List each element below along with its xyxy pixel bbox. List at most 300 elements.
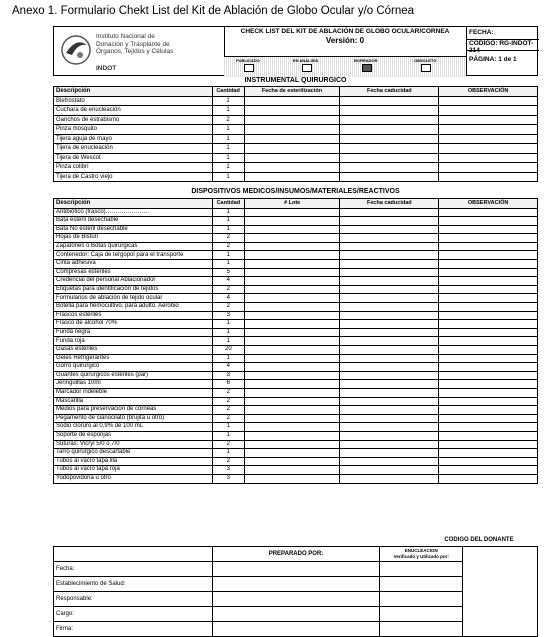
table-row <box>54 217 538 226</box>
table-row <box>54 363 538 372</box>
table-row <box>54 431 538 440</box>
entry-cell[interactable] <box>439 134 538 144</box>
item-description: Soporte de esponjas <box>54 431 213 440</box>
entry-cell[interactable] <box>244 371 340 380</box>
table-row <box>54 354 538 363</box>
column-header: Cantidad <box>212 87 244 97</box>
preparado-por-label: PREPARADO POR: <box>212 547 380 562</box>
entry-cell[interactable] <box>244 354 340 363</box>
entry-cell[interactable] <box>340 423 439 432</box>
entry-cell[interactable] <box>439 125 538 135</box>
item-description: Frasco de alcohol 70% <box>54 320 213 329</box>
item-quantity: 1 <box>212 163 244 173</box>
field-value[interactable] <box>380 562 463 577</box>
item-description: Pinza mosquito <box>54 125 213 135</box>
item-quantity: 1 <box>212 208 244 217</box>
table-row <box>54 134 538 144</box>
item-quantity: 2 <box>212 115 244 125</box>
item-quantity: 1 <box>212 134 244 144</box>
item-quantity: 6 <box>212 380 244 389</box>
item-quantity: 1 <box>212 172 244 182</box>
entry-cell[interactable] <box>340 106 439 116</box>
item-quantity: 2 <box>212 406 244 415</box>
table-row <box>54 406 538 415</box>
entry-cell[interactable] <box>439 163 538 173</box>
entry-cell[interactable] <box>244 440 340 449</box>
entry-cell[interactable] <box>244 363 340 372</box>
logo-emblem-icon <box>60 33 92 67</box>
item-quantity: 1 <box>212 337 244 346</box>
entry-cell[interactable] <box>244 260 340 269</box>
entry-cell[interactable] <box>340 337 439 346</box>
entry-cell[interactable] <box>439 431 538 440</box>
entry-cell[interactable] <box>340 260 439 269</box>
column-header: Descripción <box>54 87 213 97</box>
entry-cell[interactable] <box>439 354 538 363</box>
item-description: Credencial del personal Ablacionador <box>54 277 213 286</box>
entry-cell[interactable] <box>244 397 340 406</box>
status-checkbox-checked[interactable] <box>362 64 372 72</box>
table-row <box>54 388 538 397</box>
entry-cell[interactable] <box>439 397 538 406</box>
entry-cell[interactable] <box>340 346 439 355</box>
signature-table <box>53 546 538 637</box>
doc-meta <box>466 27 539 75</box>
item-description: Etiquetas para identificación de tejidos <box>54 285 213 294</box>
entry-cell[interactable] <box>340 457 439 466</box>
field-label: Firma: <box>54 622 213 637</box>
entry-cell[interactable] <box>340 328 439 337</box>
entry-cell[interactable] <box>244 337 340 346</box>
item-description: Tarro quirúrgico descartable <box>54 449 213 458</box>
instrumental-table <box>53 86 538 182</box>
table-row <box>54 294 538 303</box>
item-description: Bata No estéril desechable <box>54 225 213 234</box>
item-quantity: 1 <box>212 320 244 329</box>
item-quantity: 3 <box>212 474 244 483</box>
entry-cell[interactable] <box>244 153 340 163</box>
column-header: OBSERVACIÓN <box>439 87 538 97</box>
table-row <box>54 260 538 269</box>
entry-cell[interactable] <box>340 251 439 260</box>
field-value[interactable] <box>212 592 380 607</box>
entry-cell[interactable] <box>340 466 439 475</box>
table-row <box>54 268 538 277</box>
table-row <box>54 311 538 320</box>
item-quantity: 4 <box>212 277 244 286</box>
item-description: Antibiótico (frasco)………………… <box>54 208 213 217</box>
entry-cell[interactable] <box>244 225 340 234</box>
table-row <box>54 328 538 337</box>
entry-cell[interactable] <box>340 172 439 182</box>
entry-cell[interactable] <box>439 303 538 312</box>
entry-cell[interactable] <box>340 134 439 144</box>
entry-cell[interactable] <box>439 406 538 415</box>
entry-cell[interactable] <box>244 466 340 475</box>
table-row <box>54 242 538 251</box>
item-description: Tijera de Castro viejo <box>54 172 213 182</box>
entry-cell[interactable] <box>439 337 538 346</box>
item-quantity: 2 <box>212 285 244 294</box>
item-quantity: 3 <box>212 466 244 475</box>
entry-cell[interactable] <box>439 294 538 303</box>
item-quantity: 20 <box>212 346 244 355</box>
entry-cell[interactable] <box>340 225 439 234</box>
entry-cell[interactable] <box>439 414 538 423</box>
entry-cell[interactable] <box>340 440 439 449</box>
item-quantity: 1 <box>212 125 244 135</box>
entry-cell[interactable] <box>439 96 538 106</box>
item-quantity: 1 <box>212 260 244 269</box>
item-description: Sodio cloruro al 0,9% de 100 mL <box>54 423 213 432</box>
entry-cell[interactable] <box>244 217 340 226</box>
entry-cell[interactable] <box>340 144 439 154</box>
entry-cell[interactable] <box>439 242 538 251</box>
document-header <box>53 26 538 76</box>
entry-cell[interactable] <box>244 320 340 329</box>
field-value[interactable] <box>212 607 380 622</box>
item-quantity: 1 <box>212 423 244 432</box>
item-description: Pegamento de cianocilato (brujita u otro) <box>54 414 213 423</box>
item-description: Cuchara de enucleación <box>54 106 213 116</box>
table-row <box>54 466 538 475</box>
item-quantity: 1 <box>212 354 244 363</box>
item-quantity: 1 <box>212 144 244 154</box>
item-description: Tubos al vacío tapa roja <box>54 466 213 475</box>
entry-cell[interactable] <box>439 217 538 226</box>
entry-cell[interactable] <box>439 153 538 163</box>
entry-cell[interactable] <box>439 115 538 125</box>
item-description: Pinza colibrí <box>54 163 213 173</box>
table-row <box>54 449 538 458</box>
table-row <box>54 474 538 483</box>
entry-cell[interactable] <box>244 474 340 483</box>
entry-cell[interactable] <box>439 277 538 286</box>
status-label: BORRADOR <box>354 58 378 63</box>
item-description: Funda roja <box>54 337 213 346</box>
field-value[interactable] <box>380 592 463 607</box>
fecha-label: FECHA: <box>469 29 494 36</box>
column-header: Cantidad <box>212 199 244 209</box>
item-quantity: 1 <box>212 96 244 106</box>
entry-cell[interactable] <box>439 311 538 320</box>
item-quantity: 2 <box>212 440 244 449</box>
item-description: Botella para hemocultivo, para adulto. Aerobio <box>54 303 213 312</box>
table-row <box>54 144 538 154</box>
status-checkbox[interactable] <box>244 64 254 72</box>
status-label: EN ANÁLISIS <box>293 58 319 63</box>
entry-cell[interactable] <box>439 234 538 243</box>
form-title: Anexo 1. Formulario Chekt List del Kit de Ablación de Globo Ocular y/o Córnea <box>12 5 415 17</box>
item-description: Contenedor: Caja de tergopol para el transporte <box>54 251 213 260</box>
entry-cell[interactable] <box>244 380 340 389</box>
dispositivos-table <box>53 198 538 484</box>
entry-cell[interactable] <box>439 457 538 466</box>
entry-cell[interactable] <box>439 320 538 329</box>
entry-cell[interactable] <box>340 388 439 397</box>
item-quantity: 1 <box>212 251 244 260</box>
entry-cell[interactable] <box>439 106 538 116</box>
item-description: Jeringuillas 10ml <box>54 380 213 389</box>
item-quantity: 1 <box>212 217 244 226</box>
status-checkbox[interactable] <box>302 64 312 72</box>
entry-cell[interactable] <box>244 125 340 135</box>
column-header: Fecha de esterilización <box>244 87 340 97</box>
entry-cell[interactable] <box>340 234 439 243</box>
item-quantity: 4 <box>212 363 244 372</box>
entry-cell[interactable] <box>340 115 439 125</box>
field-value[interactable] <box>212 562 380 577</box>
table-row <box>54 106 538 116</box>
entry-cell[interactable] <box>244 423 340 432</box>
codigo-label: CÓDIGO: RG-INDOT-214 <box>469 40 534 54</box>
item-quantity: 2 <box>212 234 244 243</box>
table-row <box>54 96 538 106</box>
table-row <box>54 380 538 389</box>
entry-cell[interactable] <box>340 449 439 458</box>
entry-cell[interactable] <box>244 163 340 173</box>
entry-cell[interactable] <box>244 328 340 337</box>
entry-cell[interactable] <box>244 449 340 458</box>
entry-cell[interactable] <box>244 346 340 355</box>
entry-cell[interactable] <box>244 144 340 154</box>
table-row <box>54 371 538 380</box>
entry-cell[interactable] <box>439 225 538 234</box>
org-name: Instituto Nacional de Donación y Trasplante de Órganos, Tejidos y Células <box>96 33 174 55</box>
table-row <box>54 440 538 449</box>
entry-cell[interactable] <box>340 125 439 135</box>
table-row <box>54 414 538 423</box>
table-row <box>54 125 538 135</box>
field-value[interactable] <box>380 607 463 622</box>
codigo-donante-field[interactable] <box>463 547 538 637</box>
dispositivos-section-title: DISPOSITIVOS MEDICOS/INSUMOS/MATERIALES/REACTIVOS <box>191 188 400 195</box>
status-row <box>224 56 466 77</box>
item-quantity: 1 <box>212 328 244 337</box>
item-description: Mascarilla <box>54 397 213 406</box>
entry-cell[interactable] <box>244 115 340 125</box>
entry-cell[interactable] <box>340 371 439 380</box>
item-description: Ganchos de estrabismo <box>54 115 213 125</box>
entry-cell[interactable] <box>340 363 439 372</box>
entry-cell[interactable] <box>244 285 340 294</box>
field-label: Establecimiento de Salud: <box>54 577 213 592</box>
status-checkbox[interactable] <box>421 64 431 72</box>
item-quantity: 5 <box>212 268 244 277</box>
entry-cell[interactable] <box>340 414 439 423</box>
item-quantity: 1 <box>212 449 244 458</box>
table-row <box>54 285 538 294</box>
table-row <box>54 457 538 466</box>
entry-cell[interactable] <box>340 208 439 217</box>
item-quantity: 2 <box>212 397 244 406</box>
item-quantity: 3 <box>212 311 244 320</box>
item-description: Bata estéril desechable <box>54 217 213 226</box>
entry-cell[interactable] <box>439 440 538 449</box>
field-value[interactable] <box>212 577 380 592</box>
item-description: Geles Refrigerantes <box>54 354 213 363</box>
item-quantity: 2 <box>212 303 244 312</box>
entry-cell[interactable] <box>244 172 340 182</box>
entry-cell[interactable] <box>244 414 340 423</box>
doc-title: CHECK LIST DEL KIT DE ABLACIÓN DE GLOBO OCULAR/CORNEA <box>240 28 450 35</box>
item-description: Zapatones o Botas quirúrgicas <box>54 242 213 251</box>
table-row <box>54 163 538 173</box>
item-description: Cinta adhesiva <box>54 260 213 269</box>
item-quantity: 3 <box>212 371 244 380</box>
field-value[interactable] <box>380 622 463 637</box>
entry-cell[interactable] <box>244 268 340 277</box>
item-description: Tijera de enucleación <box>54 144 213 154</box>
table-row <box>54 251 538 260</box>
entry-cell[interactable] <box>439 423 538 432</box>
field-value[interactable] <box>212 622 380 637</box>
item-quantity: 4 <box>212 294 244 303</box>
entry-cell[interactable] <box>340 303 439 312</box>
entry-cell[interactable] <box>244 96 340 106</box>
codigo-donante-label: CODIGO DEL DONANTE <box>444 537 514 543</box>
entry-cell[interactable] <box>340 431 439 440</box>
entry-cell[interactable] <box>439 172 538 182</box>
table-row <box>54 423 538 432</box>
entry-cell[interactable] <box>439 208 538 217</box>
table-row <box>54 277 538 286</box>
entry-cell[interactable] <box>340 294 439 303</box>
entry-cell[interactable] <box>340 285 439 294</box>
entry-cell[interactable] <box>340 474 439 483</box>
entry-cell[interactable] <box>340 354 439 363</box>
entry-cell[interactable] <box>340 406 439 415</box>
table-row <box>54 234 538 243</box>
entry-cell[interactable] <box>439 285 538 294</box>
table-row <box>54 208 538 217</box>
item-quantity: 2 <box>212 414 244 423</box>
entry-cell[interactable] <box>244 431 340 440</box>
entry-cell[interactable] <box>340 268 439 277</box>
item-description: Compresas estériles <box>54 268 213 277</box>
entry-cell[interactable] <box>244 234 340 243</box>
column-header: # Lote <box>244 199 340 209</box>
entry-cell[interactable] <box>340 320 439 329</box>
column-header: Descripción <box>54 199 213 209</box>
entry-cell[interactable] <box>244 388 340 397</box>
item-description: Gasas estériles <box>54 346 213 355</box>
entry-cell[interactable] <box>340 277 439 286</box>
entry-cell[interactable] <box>340 311 439 320</box>
doc-version: Versión: 0 <box>325 36 365 45</box>
table-row <box>54 303 538 312</box>
field-label: Fecha: <box>54 562 213 577</box>
entry-cell[interactable] <box>439 371 538 380</box>
entry-cell[interactable] <box>340 96 439 106</box>
column-header: Fecha caducidad <box>340 199 439 209</box>
entry-cell[interactable] <box>439 144 538 154</box>
entry-cell[interactable] <box>244 303 340 312</box>
entry-cell[interactable] <box>439 363 538 372</box>
entry-cell[interactable] <box>340 242 439 251</box>
entry-cell[interactable] <box>244 134 340 144</box>
item-description: Guantes quirúrgicos estériles (par) <box>54 371 213 380</box>
entry-cell[interactable] <box>244 277 340 286</box>
item-quantity: 1 <box>212 106 244 116</box>
field-label: Responsable: <box>54 592 213 607</box>
item-quantity: 2 <box>212 457 244 466</box>
column-header: Fecha caducidad <box>340 87 439 97</box>
entry-cell[interactable] <box>439 388 538 397</box>
item-description: Hojas de Bisturí <box>54 234 213 243</box>
entry-cell[interactable] <box>439 474 538 483</box>
entry-cell[interactable] <box>244 208 340 217</box>
item-description: Suturas: Vicryl 5/0 o 7/0 <box>54 440 213 449</box>
item-description: Medios para preservación de córneas <box>54 406 213 415</box>
entry-cell[interactable] <box>340 380 439 389</box>
status-label: PUBLICADO <box>236 58 260 63</box>
entry-cell[interactable] <box>439 466 538 475</box>
table-row <box>54 153 538 163</box>
entry-cell[interactable] <box>244 106 340 116</box>
table-row <box>54 115 538 125</box>
entry-cell[interactable] <box>439 380 538 389</box>
item-description: Blefrostato <box>54 96 213 106</box>
item-description: Tijera de Wescot <box>54 153 213 163</box>
table-row <box>54 172 538 182</box>
item-quantity: 1 <box>212 153 244 163</box>
entry-cell[interactable] <box>340 153 439 163</box>
entry-cell[interactable] <box>244 294 340 303</box>
entry-cell[interactable] <box>439 251 538 260</box>
item-description: Tubos al vacío tapa lila <box>54 457 213 466</box>
column-header: OBSERVACIÓN <box>439 199 538 209</box>
table-row <box>54 397 538 406</box>
table-row <box>54 320 538 329</box>
item-quantity: 1 <box>212 225 244 234</box>
entry-cell[interactable] <box>340 397 439 406</box>
item-description: Formularios de ablación de tejido ocular <box>54 294 213 303</box>
item-description: Frascos estériles <box>54 311 213 320</box>
entry-cell[interactable] <box>244 406 340 415</box>
entry-cell[interactable] <box>340 217 439 226</box>
entry-cell[interactable] <box>439 346 538 355</box>
entry-cell[interactable] <box>244 251 340 260</box>
entry-cell[interactable] <box>340 163 439 173</box>
empty-cell <box>54 547 213 562</box>
indot-logo <box>54 27 225 75</box>
entry-cell[interactable] <box>244 242 340 251</box>
status-label: OBSOLETO <box>414 58 437 63</box>
entry-cell[interactable] <box>244 457 340 466</box>
field-label: Cargo: <box>54 607 213 622</box>
instrumental-section-title: INSTRUMENTAL QUIRURGICO <box>244 77 347 84</box>
pagina-label: PÁGINA: 1 de 1 <box>469 56 517 63</box>
table-row <box>54 337 538 346</box>
entry-cell[interactable] <box>439 268 538 277</box>
entry-cell[interactable] <box>439 328 538 337</box>
field-value[interactable] <box>380 577 463 592</box>
entry-cell[interactable] <box>439 449 538 458</box>
table-row <box>54 346 538 355</box>
org-short-name: INDOT <box>96 65 117 72</box>
entry-cell[interactable] <box>439 260 538 269</box>
item-description: Gorro quirúrgico <box>54 363 213 372</box>
item-description: Yodopovidona u otro <box>54 474 213 483</box>
item-description: Funda negra <box>54 328 213 337</box>
enucleacion-header: ENUCLEACION Verificado y Utilizado por: <box>380 547 463 562</box>
entry-cell[interactable] <box>244 311 340 320</box>
item-description: Tijera aguja de mayo <box>54 134 213 144</box>
item-quantity: 1 <box>212 431 244 440</box>
item-quantity: 2 <box>212 388 244 397</box>
item-description: Marcador indeleble <box>54 388 213 397</box>
